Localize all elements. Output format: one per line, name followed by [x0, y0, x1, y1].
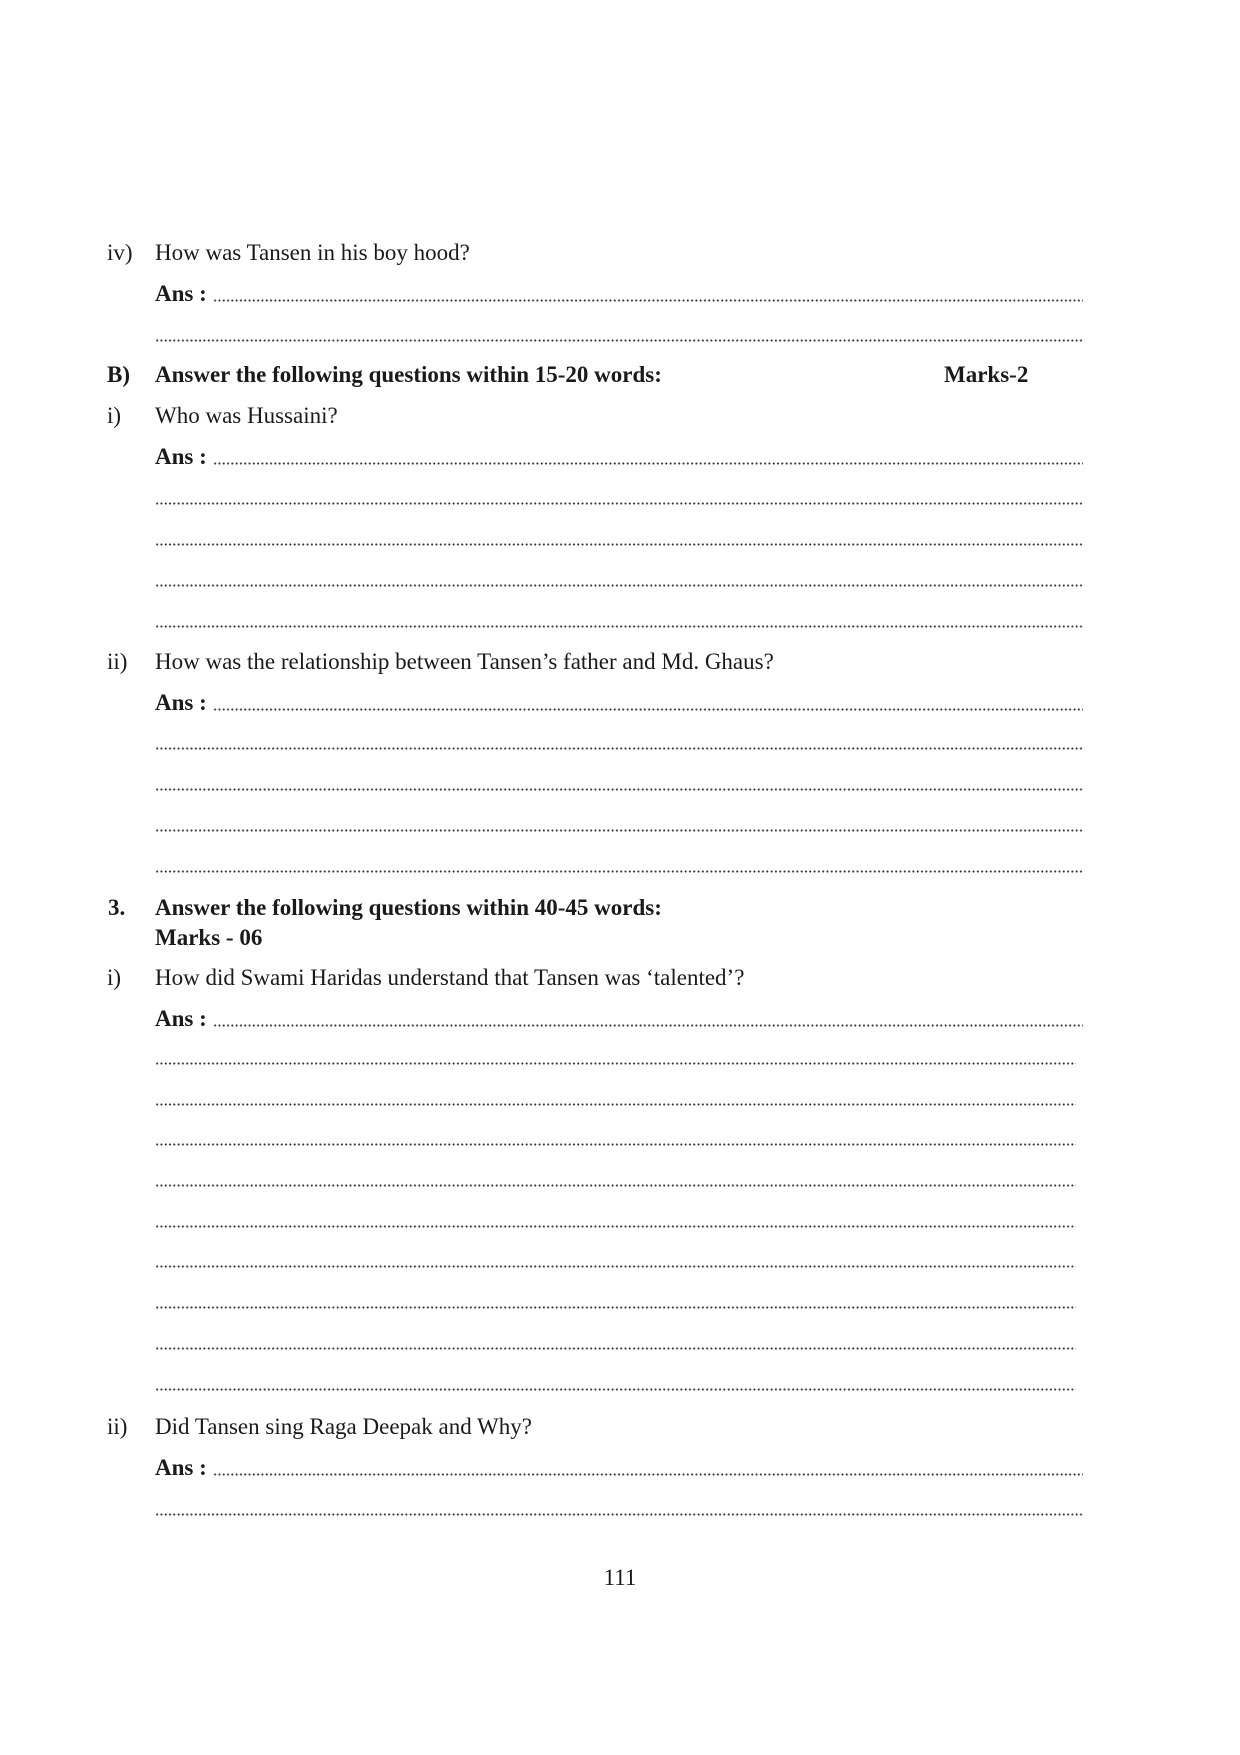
- section-instruction: Answer the following questions within 40-45 words:: [155, 895, 662, 920]
- question-number: iv): [107, 240, 133, 265]
- answer-line[interactable]: [155, 689, 1083, 717]
- answer-line[interactable]: [155, 1454, 1083, 1482]
- question-number: i): [107, 965, 122, 990]
- answer-label: Ans :: [155, 690, 207, 715]
- answer-line[interactable]: [155, 870, 1083, 873]
- answer-line[interactable]: [155, 1103, 1076, 1106]
- answer-line[interactable]: [155, 1347, 1076, 1350]
- answer-line[interactable]: [155, 1005, 1083, 1033]
- answer-line[interactable]: [155, 1388, 1076, 1391]
- page-number: 111: [603, 1565, 637, 1590]
- answer-label: Ans :: [155, 1006, 207, 1031]
- answer-line[interactable]: [155, 625, 1083, 628]
- answer-line[interactable]: [155, 443, 1083, 471]
- section-instruction: Answer the following questions within 15-20 words:: [155, 362, 662, 387]
- dotted-rule: [213, 1024, 1083, 1027]
- question-number: ii): [107, 649, 128, 674]
- section-number: B): [107, 362, 130, 387]
- section-number: 3.: [108, 895, 126, 920]
- answer-line[interactable]: [155, 788, 1083, 791]
- question-text: How did Swami Haridas understand that Tansen was ‘talented’?: [155, 965, 745, 990]
- dotted-rule: [213, 1473, 1083, 1476]
- answer-line[interactable]: [155, 1265, 1076, 1268]
- answer-label: Ans :: [155, 444, 207, 469]
- answer-line[interactable]: [155, 543, 1083, 546]
- question-text: How was Tansen in his boy hood?: [155, 240, 470, 265]
- question-text: How was the relationship between Tansen’s father and Md. Ghaus?: [155, 649, 774, 674]
- dotted-rule: [213, 708, 1083, 711]
- answer-label: Ans :: [155, 1455, 207, 1480]
- question-number: ii): [107, 1414, 128, 1439]
- question-text: Who was Hussaini?: [155, 403, 338, 428]
- answer-line[interactable]: [155, 747, 1083, 750]
- question-number: i): [107, 403, 122, 428]
- question-text: Did Tansen sing Raga Deepak and Why?: [155, 1414, 532, 1439]
- dotted-rule: [213, 462, 1083, 465]
- answer-line[interactable]: [155, 1143, 1076, 1146]
- answer-line[interactable]: [155, 1062, 1076, 1065]
- answer-line[interactable]: [155, 280, 1083, 308]
- answer-line[interactable]: [155, 1513, 1083, 1516]
- section-marks: Marks - 06: [155, 925, 263, 950]
- answer-line[interactable]: [155, 1225, 1076, 1228]
- dotted-rule: [213, 299, 1083, 302]
- answer-line[interactable]: [155, 829, 1083, 832]
- answer-line[interactable]: [155, 1184, 1076, 1187]
- section-marks: Marks-2: [944, 362, 1029, 387]
- answer-line[interactable]: [155, 502, 1083, 505]
- answer-line[interactable]: [155, 1306, 1076, 1309]
- answer-label: Ans :: [155, 281, 207, 306]
- answer-line[interactable]: [155, 584, 1083, 587]
- answer-line[interactable]: [155, 339, 1083, 342]
